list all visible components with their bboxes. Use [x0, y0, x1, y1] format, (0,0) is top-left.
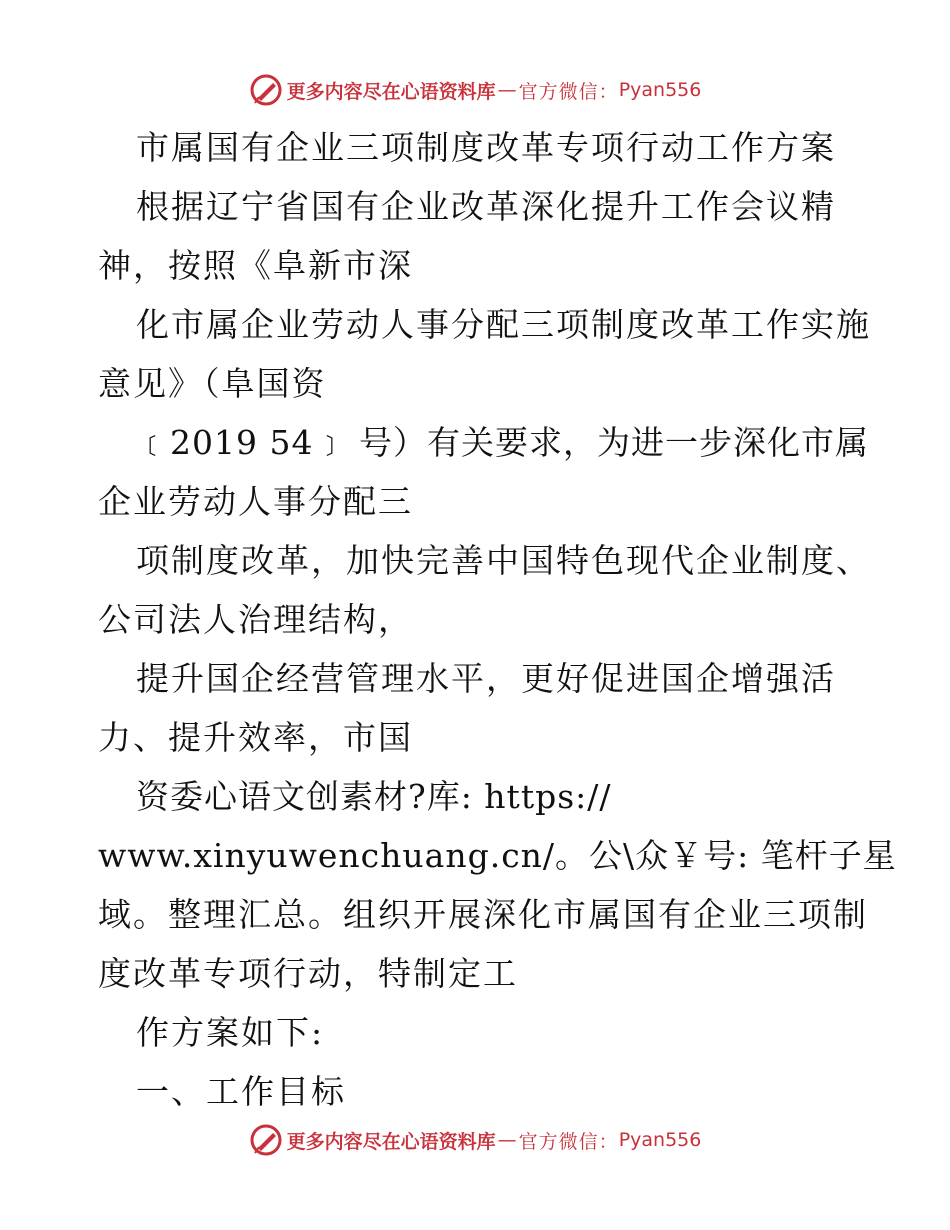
section-heading: 一、工作目标	[136, 1072, 346, 1111]
header-banner	[0, 70, 950, 110]
text-line: 度改革专项行动，特制定工	[98, 954, 518, 993]
banner-main-text: 更多内容尽在心语资料库	[286, 80, 496, 103]
banner-wechat-label: 官方微信：	[518, 1130, 619, 1153]
text-line: 项制度改革，加快完善中国特色现代企业制度、	[136, 541, 871, 580]
text-line: 作方案如下:	[136, 1013, 325, 1052]
text-line: 企业劳动人事分配三	[98, 482, 413, 521]
banner-dash: —	[497, 1129, 517, 1151]
text-line: ﹝2019 54﹞ 号）有关要求，为进一步深化市属	[136, 423, 869, 462]
banner-wechat-id: Pyan556	[618, 79, 702, 101]
text-line: 意见》（阜国资	[98, 364, 327, 403]
footer-banner	[0, 1120, 950, 1160]
quill-pen-logo-icon	[249, 1123, 283, 1157]
banner-dash: —	[497, 79, 517, 101]
text-line: www.xinyuwenchuang.cn/。公\众￥号: 笔杆子星	[98, 836, 897, 875]
text-line: 资委心语文创素材?库: https://	[136, 777, 612, 816]
document-body	[98, 118, 897, 1121]
banner-main-text: 更多内容尽在心语资料库	[286, 1130, 496, 1153]
text-line: 化市属企业劳动人事分配三项制度改革工作实施	[136, 305, 871, 344]
banner-wechat-id: Pyan556	[618, 1129, 702, 1151]
text-line: 力、提升效率，市国	[98, 718, 413, 757]
document-title-line: 市属国有企业三项制度改革专项行动工作方案	[136, 128, 836, 167]
text-line: 根据辽宁省国有企业改革深化提升工作会议精	[136, 187, 836, 226]
text-line: 神，按照《阜新市深	[98, 246, 413, 285]
text-line: 域。整理汇总。组织开展深化市属国有企业三项制	[98, 895, 868, 934]
text-line: 公司法人治理结构，	[98, 600, 413, 639]
banner-wechat-label: 官方微信：	[518, 80, 619, 103]
text-line: 提升国企经营管理水平，更好促进国企增强活	[136, 659, 836, 698]
quill-pen-logo-icon	[249, 73, 283, 107]
